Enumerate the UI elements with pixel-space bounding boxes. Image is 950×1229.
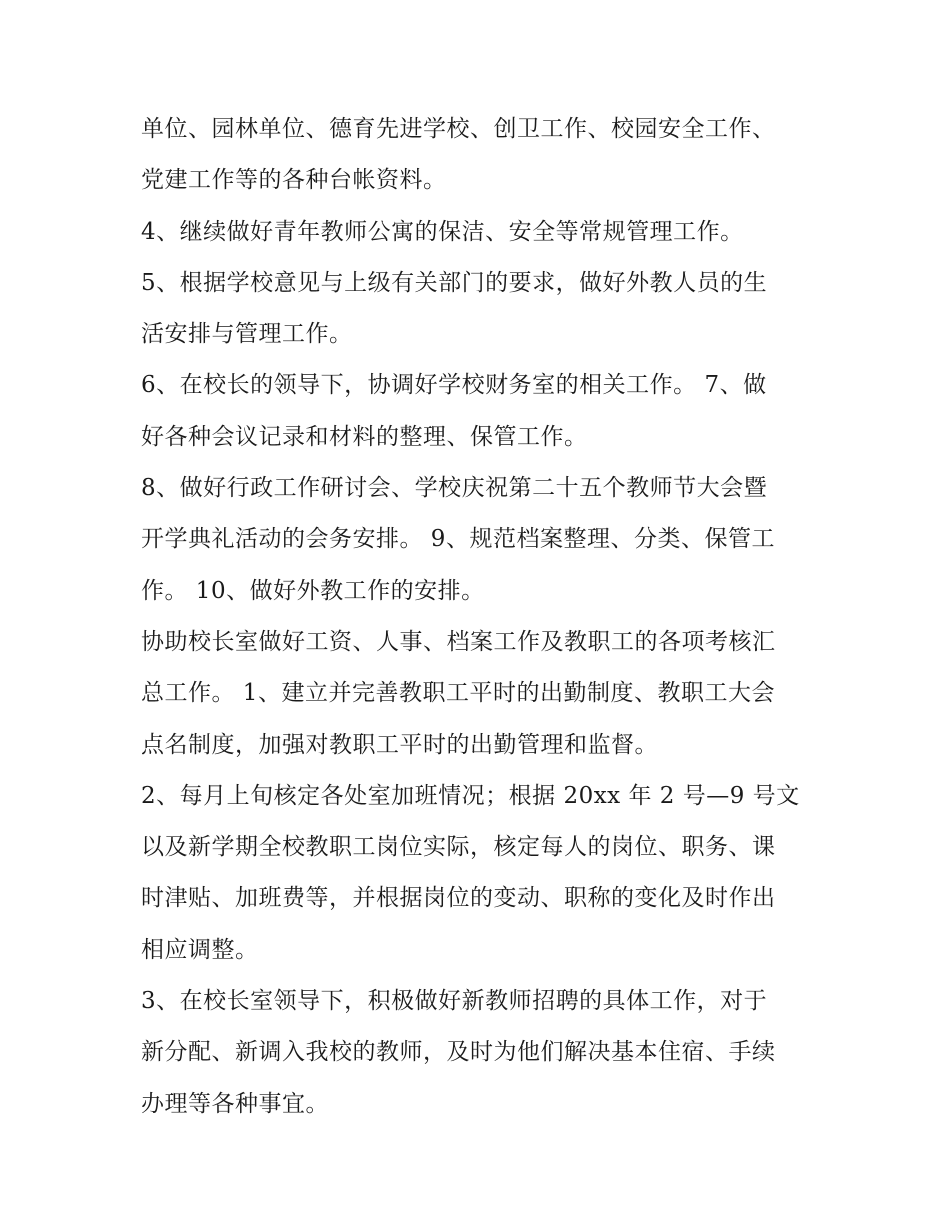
text-line: 2、每月上旬核定各处室加班情况；根据 20xx 年 2 号—9 号文 — [141, 782, 800, 809]
text-line: 相应调整。 — [141, 936, 259, 963]
text-line: 总工作。 1、建立并完善教职工平时的出勤制度、教职工大会 — [141, 680, 775, 707]
text-line: 活安排与管理工作。 — [141, 321, 353, 348]
text-line: 新分配、新调入我校的教师，及时为他们解决基本住宿、手续 — [141, 1039, 776, 1066]
text-line: 协助校长室做好工资、人事、档案工作及教职工的各项考核汇 — [141, 628, 776, 655]
text-line: 5、根据学校意见与上级有关部门的要求，做好外教人员的生 — [141, 269, 768, 296]
text-line: 以及新学期全校教职工岗位实际，核定每人的岗位、职务、课 — [141, 834, 776, 861]
text-line: 开学典礼活动的会务安排。 9、规范档案整理、分类、保管工 — [141, 526, 775, 553]
text-line: 4、继续做好青年教师公寓的保洁、安全等常规管理工作。 — [141, 218, 744, 245]
document-body — [141, 104, 821, 1130]
text-line: 6、在校长的领导下，协调好学校财务室的相关工作。 7、做 — [141, 372, 767, 399]
text-line: 作。 10、做好外教工作的安排。 — [141, 577, 485, 604]
text-line: 党建工作等的各种台帐资料。 — [141, 167, 447, 194]
text-line: 3、在校长室领导下，积极做好新教师招聘的具体工作，对于 — [141, 988, 768, 1015]
text-line: 时津贴、加班费等，并根据岗位的变动、职称的变化及时作出 — [141, 885, 776, 912]
text-line: 好各种会议记录和材料的整理、保管工作。 — [141, 423, 588, 450]
text-line: 办理等各种事宜。 — [141, 1090, 329, 1117]
text-line: 点名制度，加强对教职工平时的出勤管理和监督。 — [141, 731, 658, 758]
text-line: 单位、园林单位、德育先进学校、创卫工作、校园安全工作、 — [141, 116, 776, 142]
text-line: 8、做好行政工作研讨会、学校庆祝第二十五个教师节大会暨 — [141, 475, 768, 502]
